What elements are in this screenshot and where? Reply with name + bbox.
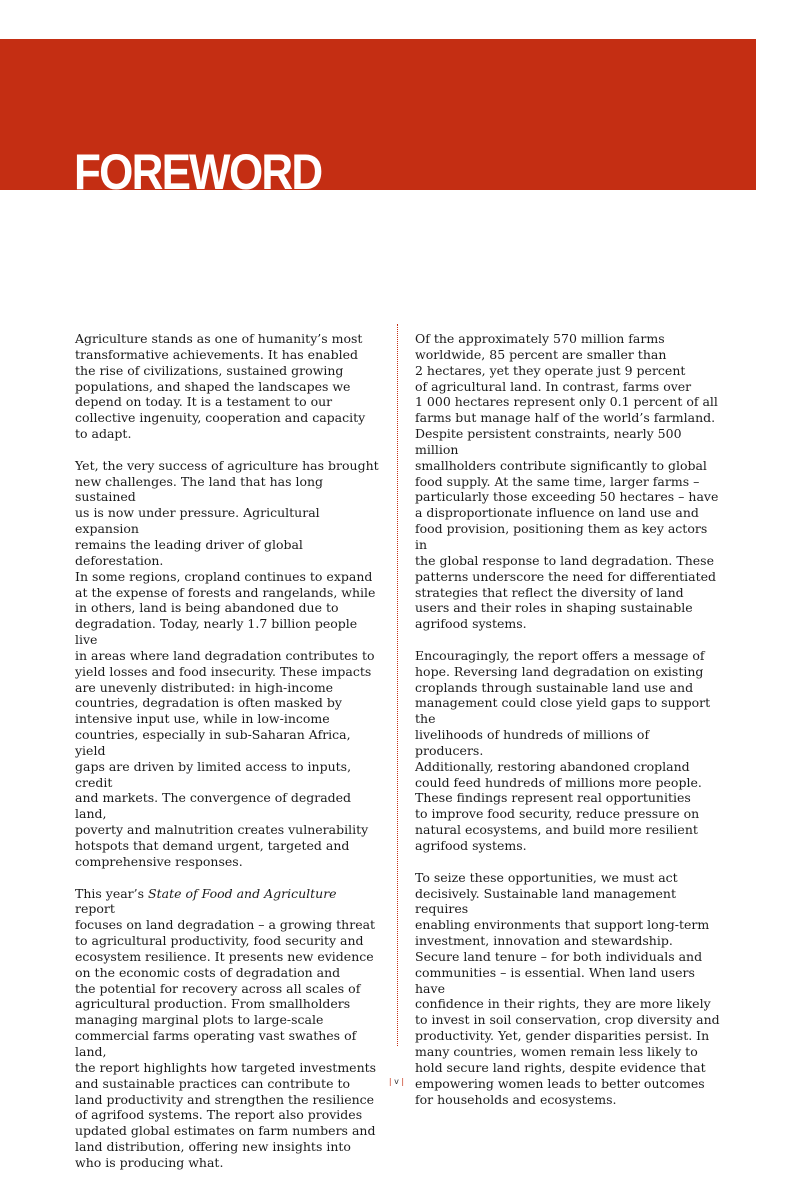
paragraph: Encouragingly, the report offers a message of hope. Reversing land degradation on existing croplands through sustainable land use and management could close yield gaps to support the livelihoods of hundreds of millions of producers. Additionally, restoring abandoned cropland could feed hundreds of millions more people. These findings represent real opportunities to improve food security, reduce pressure on natural ecosystems, and build more resilient agrifood systems. [415,647,711,853]
paragraph-text: report focuses on land degradation – a growing threat to agricultural productivity, food security and ecosystem resilience. It presents new evidence on the economic costs of degradation and the potential for recovery across all scales of agricultural production. From smallholders managing marginal plots to large-scale commercial farms operating vast swathes of land, the report highlights how targeted investments and sustainable practices can contribute to land productivity and strengthen the resilience of agrifood systems. The report also provides updated global estimates on farm numbers and land distribution, offering new insights into who is producing what. [75,901,377,1170]
paragraph: Of the approximately 570 million farms worldwide, 85 percent are smaller than 2 hectares, yet they operate just 9 percent of agricultural land. In contrast, farms over 1 000 hectares represent only 0.1 percent of all farms but manage half of the world’s farmland. Despite persistent constraints, nearly 500 million smallholders contribute significantly to global food supply. At the same time, larger farms – particularly those exceeding 50 hectares – have a disproportionate influence on land use and food provision, positioning them as key actors in the global response to land degradation. These patterns underscore the need for differentiated strategies that reflect the diversity of land users and their roles in shaping sustainable agrifood systems. [415,331,719,632]
paragraph: Agriculture stands as one of humanity’s most transformative achievements. It has enabled the rise of civilizations, sustained growing populations, and shaped the landscapes we depend on today. It is a testament to our collective ingenuity, cooperation and capacity to adapt. [75,331,366,442]
paragraph [75,886,380,1171]
page-number [0,1077,793,1086]
separator-right: | [401,1077,405,1086]
page-title: FOREWORD [74,144,322,190]
right-column [415,331,720,1123]
paragraph: To seize these opportunities, we must act decisively. Sustainable land management requires enabling environments that support long-term investment, innovation and stewardship. Secure land tenure – for both individuals and communities – is essential. When land users have confidence in their rights, they are more likely to invest in soil conservation, crop diversity and productivity. Yet, gender disparities persist. In many countries, women remain less likely to hold secure land rights, despite evidence that empowering women leads to better outcomes for households and ecosystems. [415,869,720,1107]
paragraph: Yet, the very success of agriculture has brought new challenges. The land that has long sustained us is now under pressure. Agricultural expansion remains the leading driver of global deforestation. In some regions, cropland continues to expand at the expense of forests and rangelands, while in others, land is being abandoned due to degradation. Today, nearly 1.7 billion people live in areas where land degradation contributes to yield losses and food insecurity. These impacts are unevenly distributed: in high-income countries, degradation is often masked by intensive input use, while in low-income countries, especially in sub-Saharan Africa, yield gaps are driven by limited access to inputs, credit and markets. The convergence of degraded land, poverty and malnutrition creates vulnerability hotspots that demand urgent, targeted and comprehensive responses. [75,457,379,869]
column-divider [397,324,398,1046]
report-title-italic: State of Food and Agriculture [148,885,337,901]
paragraph-lead: This year’s [75,885,149,901]
header-banner [0,39,756,190]
left-column [75,331,380,1187]
separator-left: | [388,1077,392,1086]
page-number-value: v [394,1077,399,1086]
